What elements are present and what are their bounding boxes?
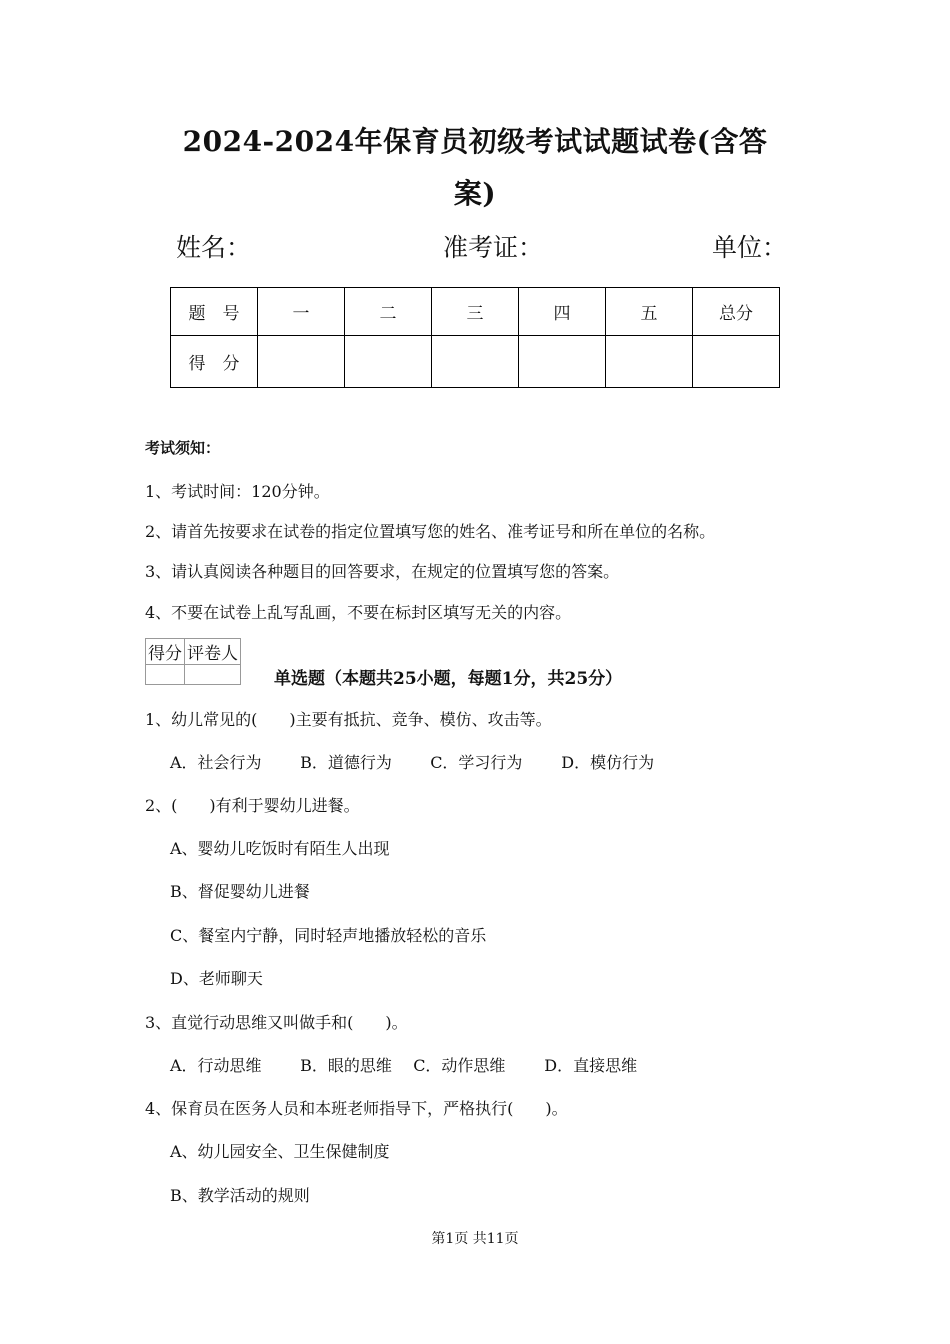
option[interactable]: C、餐室内宁静，同时轻声地播放轻松的音乐 (170, 926, 487, 945)
option[interactable]: B．眼的思维 (300, 1056, 392, 1075)
score-table-header-cell: 四 (519, 288, 606, 336)
option[interactable]: B、督促婴幼儿进餐 (170, 882, 310, 901)
score-cell[interactable] (345, 336, 432, 388)
score-cell[interactable] (258, 336, 345, 388)
grader-name-cell[interactable] (185, 665, 241, 685)
notice-item: 2、请首先按要求在试卷的指定位置填写您的姓名、准考证号和所在单位的名称。 (145, 522, 716, 541)
name-label: 姓名： (176, 233, 252, 262)
option[interactable]: D．模仿行为 (561, 753, 655, 772)
grader-score-cell[interactable] (146, 665, 185, 685)
grader-name-label: 评卷人 (185, 639, 241, 665)
score-table-score-row (171, 336, 780, 388)
unit-label: 单位： (712, 233, 788, 262)
score-cell[interactable] (606, 336, 693, 388)
document-title-line-2: 案) (453, 177, 497, 210)
score-cell[interactable] (432, 336, 519, 388)
option[interactable]: A、婴幼儿吃饭时有陌生人出现 (170, 839, 390, 858)
question-stem: 1、幼儿常见的( )主要有抵抗、竞争、模仿、攻击等。 (145, 710, 552, 729)
notice-item: 1、考试时间：120分钟。 (145, 482, 330, 501)
option[interactable]: A、幼儿园安全、卫生保健制度 (170, 1142, 390, 1161)
score-table-header-cell: 一 (258, 288, 345, 336)
score-table-header-row (171, 288, 780, 336)
option[interactable]: B．道德行为 (300, 753, 392, 772)
question-stem: 2、( )有利于婴幼儿进餐。 (145, 796, 360, 815)
score-table-header-cell: 题 号 (171, 288, 258, 336)
grader-box (145, 638, 241, 685)
score-cell[interactable] (693, 336, 780, 388)
notice-item: 4、不要在试卷上乱写乱画，不要在标封区填写无关的内容。 (145, 603, 572, 622)
score-table-header-cell: 总分 (693, 288, 780, 336)
question-options (170, 1053, 637, 1076)
grader-score-label: 得分 (146, 639, 185, 665)
question-stem: 3、直觉行动思维又叫做手和( )。 (145, 1013, 408, 1032)
page-footer: 第1页 共11页 (431, 1231, 519, 1247)
option[interactable]: D．直接思维 (544, 1056, 638, 1075)
question-stem: 4、保育员在医务人员和本班老师指导下，严格执行( )。 (145, 1099, 568, 1118)
notice-heading: 考试须知： (145, 439, 221, 457)
option[interactable]: D、老师聊天 (170, 969, 263, 988)
option[interactable]: A．社会行为 (170, 753, 262, 772)
section-title: 单选题（本题共25小题，每题1分，共25分） (274, 669, 623, 689)
option[interactable]: A．行动思维 (170, 1056, 262, 1075)
score-cell[interactable] (519, 336, 606, 388)
score-table-header-cell: 三 (432, 288, 519, 336)
score-table-header-cell: 二 (345, 288, 432, 336)
score-table (170, 287, 780, 388)
exam-id-label: 准考证： (443, 233, 544, 262)
option[interactable]: C．动作思维 (413, 1056, 506, 1075)
option[interactable]: C．学习行为 (430, 753, 523, 772)
notice-item: 3、请认真阅读各种题目的回答要求，在规定的位置填写您的答案。 (145, 562, 620, 581)
document-title-line-1: 2024-2024年保育员初级考试试题试卷(含答 (182, 125, 768, 158)
question-options (170, 750, 654, 773)
option[interactable]: B、教学活动的规则 (170, 1186, 310, 1205)
score-table-header-cell: 五 (606, 288, 693, 336)
score-row-label: 得 分 (171, 336, 258, 388)
